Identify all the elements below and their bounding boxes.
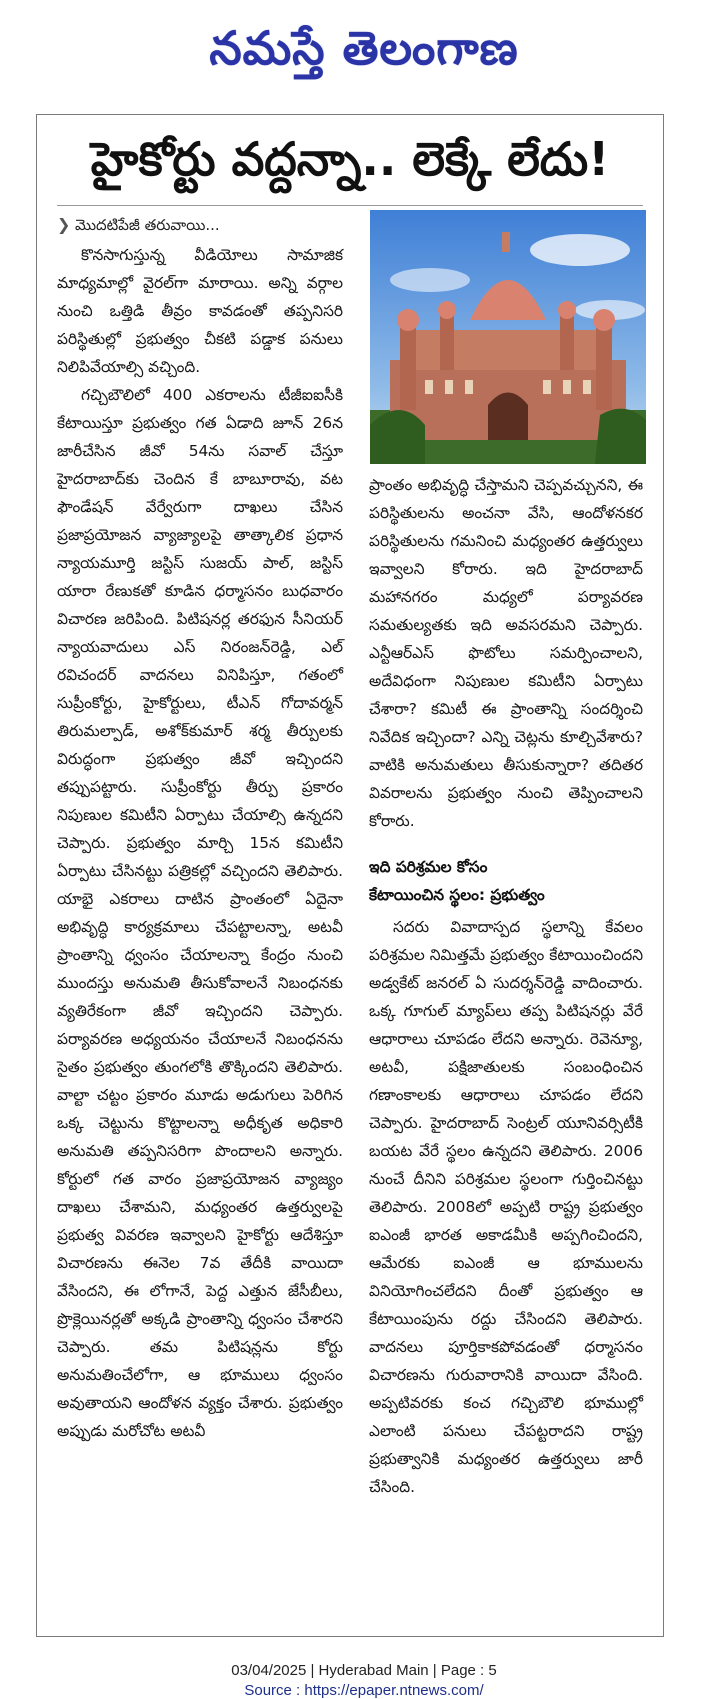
continued-from-label: మొదటిపేజీ తరువాయి... [75, 216, 220, 234]
newspaper-logo: నమస్తే తెలంగాణ [209, 21, 519, 75]
continued-from-note [57, 211, 343, 239]
subheading-line: కేటాయించిన స్థలం: ప్రభుత్వం [369, 886, 545, 904]
section-subheading [369, 853, 643, 909]
high-court-photo [370, 210, 646, 464]
article-headline: హైకోర్టు వద్దన్నా.. లెక్కే లేదు! [90, 132, 610, 186]
masthead [0, 0, 728, 108]
body-paragraph: సదరు వివాదాస్పద స్థలాన్ని కేవలం పరిశ్రమల నిమిత్తమే ప్రభుత్వం కేటాయించిందని అడ్వకేట్‌ జనరల్‌ ఏ సుదర్శన్‌రెడ్డి వాదించారు. ఒక్క గూగుల్‌ మ్యాప్‌లు తప్ప పిటిషనర్లు వేరే ఆధారాలు చూపడం లేదని అన్నారు. రెవెన్యూ, అటవీ, పక్షిజాతులకు సంబంధించిన గణాంకాలకు ఆధారాలు చూపడం లేదని చెప్పారు. హైదరాబాద్‌ సెంట్రల్‌ యూనివర్సిటీకి బయట వేరే స్థలం ఉన్నదని తెలిపారు. 2006 నుంచే దీనిని పరిశ్రమల స్థలంగా గుర్తించినట్టు తెలిపారు. 2008లో అప్పటి రాష్ట్ర ప్రభుత్వం ఐఎంజీ భారత అకాడమీకి అప్పగించిందని, ఆమేరకు ఐఎంజీ ఆ భూములను వినియోగించలేదని దీంతో ప్రభుత్వం ఆ కేటాయింపును రద్దు చేసిందని తెలిపారు. వాదనలు పూర్తికాకపోవడంతో ధర్మాసనం విచారణను గురువారానికి వాయిదా వేసింది. అప్పటివరకు కంచ గచ్చిబౌలి భూముల్లో ఎలాంటి పనులు చేపట్టరాదని రాష్ట్ర ప్రభుత్వానికి మధ్యంతర ఉత్తర్వులు జారీ చేసింది. [369, 918, 643, 1496]
right-column [369, 471, 643, 1501]
headline-divider [57, 205, 643, 206]
high-court-building-icon [370, 210, 646, 464]
subheading-line: ఇది పరిశ్రమల కోసం [369, 858, 488, 876]
source-label: Source : [244, 1682, 305, 1699]
article-frame [36, 114, 664, 1637]
footer-source [0, 1682, 728, 1699]
source-link[interactable]: https://epaper.ntnews.com/ [304, 1682, 484, 1699]
chevron-right-icon: ❯ [57, 215, 71, 234]
body-paragraph: గచ్చిబౌలిలో 400 ఎకరాలను టీజీఐఐసీకి కేటాయిస్తూ ప్రభుత్వం గత ఏడాది జూన్‌ 26న జారీచేసిన జీవో 54ను సవాల్‌ చేస్తూ హైదరాబాద్‌కు చెందిన కే బాబూరావు, వట ఫౌండేషన్‌ వేర్వేరుగా దాఖలు చేసిన ప్రజాప్రయోజన వ్యాజ్యాలపై తాత్కాలిక ప్రధాన న్యాయమూర్తి జస్టిస్‌ సుజయ్‌ పాల్‌, జస్టిస్‌ యారా రేణుకతో కూడిన ధర్మాసనం బుధవారం విచారణ జరిపింది. పిటిషనర్ల తరఫున సీనియర్‌ న్యాయవాదులు ఎస్‌ నిరంజన్‌రెడ్డి, ఎల్‌ రవిచందర్‌ వాదనలు వినిపిస్తూ, గతంలో సుప్రీంకోర్టు, హైకోర్టులు, టీఎన్‌ గోదావర్మన్‌ తిరుమల్పాడ్‌, అశోక్‌కుమార్‌ శర్మ తీర్పులకు విరుద్ధంగా ప్రభుత్వం జీవో ఇచ్చిందని తప్పుపట్టారు. సుప్రీంకోర్టు తీర్పు ప్రకారం నిపుణుల కమిటీని ఏర్పాటు చేయాల్సి ఉన్నదని చెప్పారు. ప్రభుత్వం మార్చి 15న కమిటీని ఏర్పాటు చేసినట్టు పత్రికల్లో వచ్చిందని తెలిపారు. యాభై ఎకరాలు దాటిన ప్రాంతంలో ఏదైనా అభివృద్ధి కార్యక్రమాలు చేపట్టాలన్నా, అటవీ ప్రాంతాన్ని ధ్వంసం చేయాలన్నా కేంద్రం నుంచి ముందస్తు అనుమతి తీసుకోవాలనే నిబంధనకు వ్యతిరేకంగా జీవో ఇచ్చిందని చెప్పారు. పర్యావరణ అధ్యయనం చేయాలనే నిబంధనను సైతం ప్రభుత్వం తుంగలోకి తొక్కిందని తెలిపారు. వాల్టా చట్టం ప్రకారం మూడు అడుగులు పెరిగిన ఒక్క చెట్టును కొట్టాలన్నా అధీకృత అధికారి అనుమతి తప్పనిసరిగా పొందాలని అన్నారు. కోర్టులో గత వారం ప్రజాప్రయోజన వ్యాజ్యం దాఖలు చేశామని, మధ్యంతర ఉత్తర్వులపై ప్రభుత్వ వివరణ ఇవ్వాలని హైకోర్టు ఆదేశిస్తూ విచారణను ఈనెల 7వ తేదీకి వాయిదా వేసిందని, ఈ లోగానే, పెద్ద ఎత్తున జేసీబీలు, ప్రొక్లెయినర్లతో అక్కడి ప్రాంతాన్ని ధ్వంసం చేశారని చెప్పారు. తమ పిటిషన్లను కోర్టు అనుమతించేలోగా, ఆ భూములు ధ్వంసం అవుతాయని ఆందోళన వ్యక్తం చేశారు. ప్రభుత్వం అప్పుడు మరోచోట అటవీ [57, 386, 343, 1440]
body-paragraph: కొనసాగుస్తున్న వీడియోలు సామాజిక మాధ్యమాల్లో వైరల్‌గా మారాయి. అన్ని వర్గాల నుంచి ఒత్తిడి తీవ్రం కావడంతో తప్పనిసరి పరిస్థితుల్లో ప్రభుత్వం చీకటి పడ్డాక పనులు నిలిపివేయాల్సి వచ్చింది. [57, 246, 343, 376]
left-column [57, 211, 343, 1445]
footer-dateline: 03/04/2025 | Hyderabad Main | Page : 5 [231, 1662, 497, 1679]
body-paragraph: ప్రాంతం అభివృద్ధి చేస్తామని చెప్పవచ్చునని, ఈ పరిస్థితులను అంచనా వేసి, ఆందోళనకర పరిస్థితులను గమనించి మధ్యంతర ఉత్తర్వులు ఇవ్వాలని కోరారు. ఇది హైదరాబాద్‌ మహానగరం మధ్యలో పర్యావరణ సమతుల్యతకు ఇది అవసరమని చెప్పారు. ఎన్టీఆర్‌ఎస్‌ ఫొటోలు సమర్పించాలని, అదేవిధంగా నిపుణుల కమిటీని ఏర్పాటు చేశారా? కమిటీ ఈ ప్రాంతాన్ని సందర్శించి నివేదిక ఇచ్చిందా? ఎన్ని చెట్లను కూల్చివేశారు? వాటికి అనుమతులు తీసుకున్నారా? తదితర వివరాలను ప్రభుత్వం నుంచి తెప్పించాలని కోరారు. [369, 476, 643, 830]
